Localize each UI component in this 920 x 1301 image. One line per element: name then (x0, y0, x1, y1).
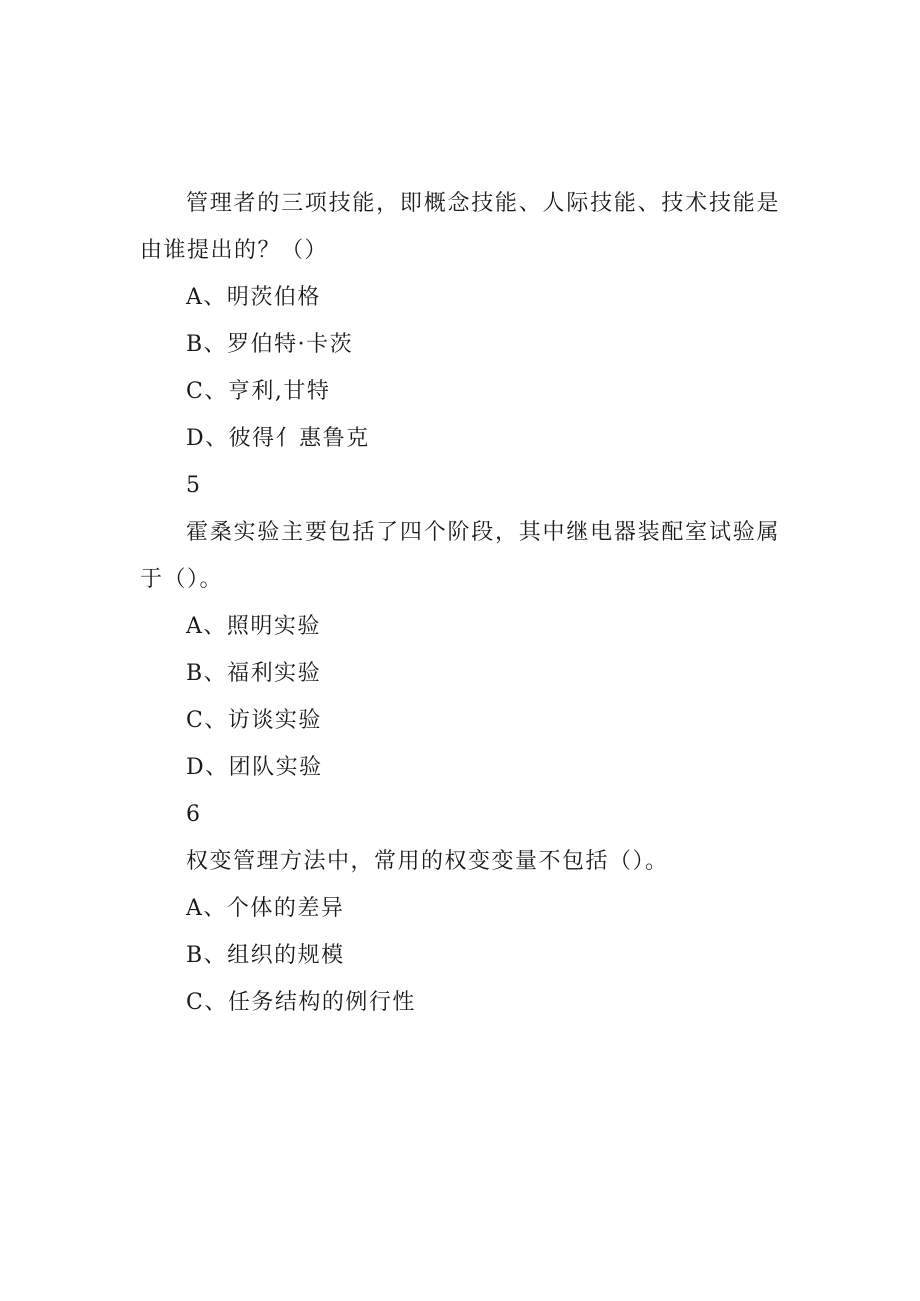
option-item: C、访谈实验 (186, 708, 322, 733)
option-item: C、任务结构的例行性 (186, 990, 416, 1015)
question-stem: 权变管理方法中，常用的权变变量不包括（）。 (186, 849, 669, 874)
question-number: 5 (186, 473, 202, 498)
option-item: B、福利实验 (186, 661, 322, 686)
option-item: A、明茨伯格 (186, 285, 321, 310)
question-stem: 管理者的三项技能，即概念技能、人际技能、技术技能是由谁提出的？（） (140, 191, 780, 263)
question-number: 6 (186, 802, 202, 827)
option-item: B、组织的规模 (186, 943, 345, 968)
question-stem: 霍桑实验主要包括了四个阶段，其中继电器装配室试验属于（）。 (140, 520, 780, 592)
option-item: A、照明实验 (186, 614, 321, 639)
option-item: A、个体的差异 (186, 896, 345, 921)
option-item: B、罗伯特·卡茨 (186, 332, 354, 357)
option-item: D、团队实验 (186, 755, 323, 780)
document-content (140, 180, 780, 1026)
option-item: D、彼得亻惠鲁克 (186, 426, 370, 451)
option-item: C、亨利,甘特 (186, 379, 331, 404)
